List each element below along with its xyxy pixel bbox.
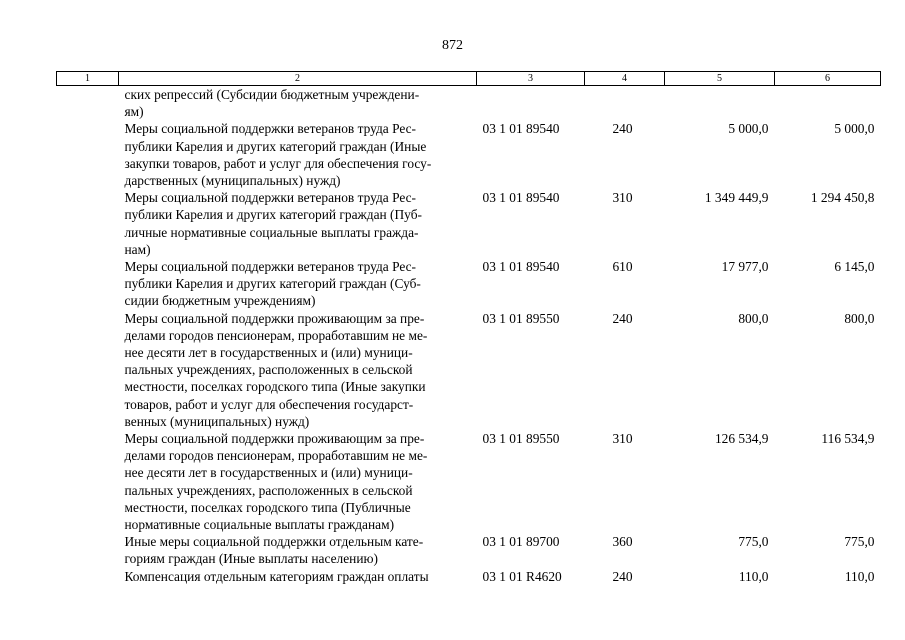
row-name [119,533,477,567]
row-name [119,430,477,533]
row-name-text: Компенсация отдельным категориям граждан оплаты [124,568,429,584]
row-type: 610 [612,259,633,275]
table-row [57,568,881,585]
column-header-4: 4 [585,72,665,86]
row-code: 03 1 01 89550 [482,431,560,447]
row-value-6 [775,86,881,121]
row-type: 240 [612,310,633,326]
row-name-text: Меры социальной поддержки проживающим за пре- делами городов пенсионерам, проработавшим не ме- нее десяти лет в государственных и (или) муници- пальных учреждениях, расположенных в сельской местности, поселках городского типа (Публичные нормативные социальные выплаты гражданам) [124,431,428,533]
row-col1 [57,430,119,533]
column-header-2: 2 [119,72,477,86]
row-value-6: 1 294 450,8 [810,190,875,206]
column-header-5: 5 [665,72,775,86]
row-name [119,310,477,430]
table-row [57,258,881,310]
table-row [57,86,881,121]
table-row [57,430,881,533]
column-header-1: 1 [57,72,119,86]
row-value-5: 17 977,0 [721,259,769,275]
row-name [119,258,477,310]
table-row [57,310,881,430]
row-name-text: Меры социальной поддержки ветеранов труда Рес- публики Карелия и других категорий граждан (Суб- сидии бюджетным учреждениям) [124,259,421,309]
table-row [57,189,881,258]
row-col1 [57,310,119,430]
row-value-5: 110,0 [738,568,769,584]
row-code: 03 1 01 89540 [482,259,560,275]
row-value-6: 6 145,0 [834,259,875,275]
page-number: 872 [442,38,463,53]
row-code [477,86,585,121]
row-name [119,189,477,258]
row-value-6: 775,0 [844,534,875,550]
row-value-5: 775,0 [738,534,769,550]
column-header-3: 3 [477,72,585,86]
row-value-5 [665,86,775,121]
budget-table [56,71,881,585]
row-type: 360 [612,534,633,550]
row-name-text: Иные меры социальной поддержки отдельным кате- гориям граждан (Иные выплаты населению) [124,534,424,567]
table-row [57,533,881,567]
row-value-6: 110,0 [844,568,875,584]
row-code: 03 1 01 89540 [482,190,560,206]
table-header-row [57,72,881,86]
row-code: 03 1 01 89700 [482,534,560,550]
row-col1 [57,120,119,189]
row-code: 03 1 01 89550 [482,310,560,326]
row-col1 [57,568,119,585]
row-code: 03 1 01 R4620 [482,568,562,584]
column-header-6: 6 [775,72,881,86]
row-col1 [57,258,119,310]
row-name [119,568,477,585]
row-name-text: Меры социальной поддержки проживающим за пре- делами городов пенсионерам, проработавшим не ме- нее десяти лет в государственных и (или) муници- пальных учреждениях, расположенных в сельской местности, поселках городского типа (Иные закупки товаров, работ и услуг для обеспечения государст- венных (муниципальных) нужд) [124,310,428,429]
row-name [119,120,477,189]
row-col1 [57,533,119,567]
table-row [57,120,881,189]
row-name-text: Меры социальной поддержки ветеранов труда Рес- публики Карелия и других категорий граждан (Пуб- личные нормативные социальные выплаты граждa- нам) [124,190,422,257]
row-value-5: 1 349 449,9 [704,190,769,206]
table-body [57,86,881,585]
row-type: 240 [612,121,633,137]
row-code: 03 1 01 89540 [482,121,560,137]
row-value-6: 5 000,0 [834,121,875,137]
row-col1 [57,189,119,258]
row-value-5: 5 000,0 [728,121,769,137]
row-col1 [57,86,119,121]
row-value-6: 800,0 [844,310,875,326]
row-value-5: 126 534,9 [714,431,769,447]
row-value-6: 116 534,9 [821,431,875,447]
row-type [585,86,665,121]
row-name-text: Меры социальной поддержки ветеранов труда Рес- публики Карелия и других категорий граждан (Иные закупки товаров, работ и услуг для обеспечения госу- дарственных (муниципальных) нужд) [124,121,432,189]
row-type: 310 [612,190,633,206]
row-name [119,86,477,121]
row-value-5: 800,0 [738,310,769,326]
row-type: 310 [612,431,633,447]
row-name-text: ских репрессий (Субсидии бюджетным учреждени- ям) [124,87,420,120]
row-type: 240 [612,568,633,584]
